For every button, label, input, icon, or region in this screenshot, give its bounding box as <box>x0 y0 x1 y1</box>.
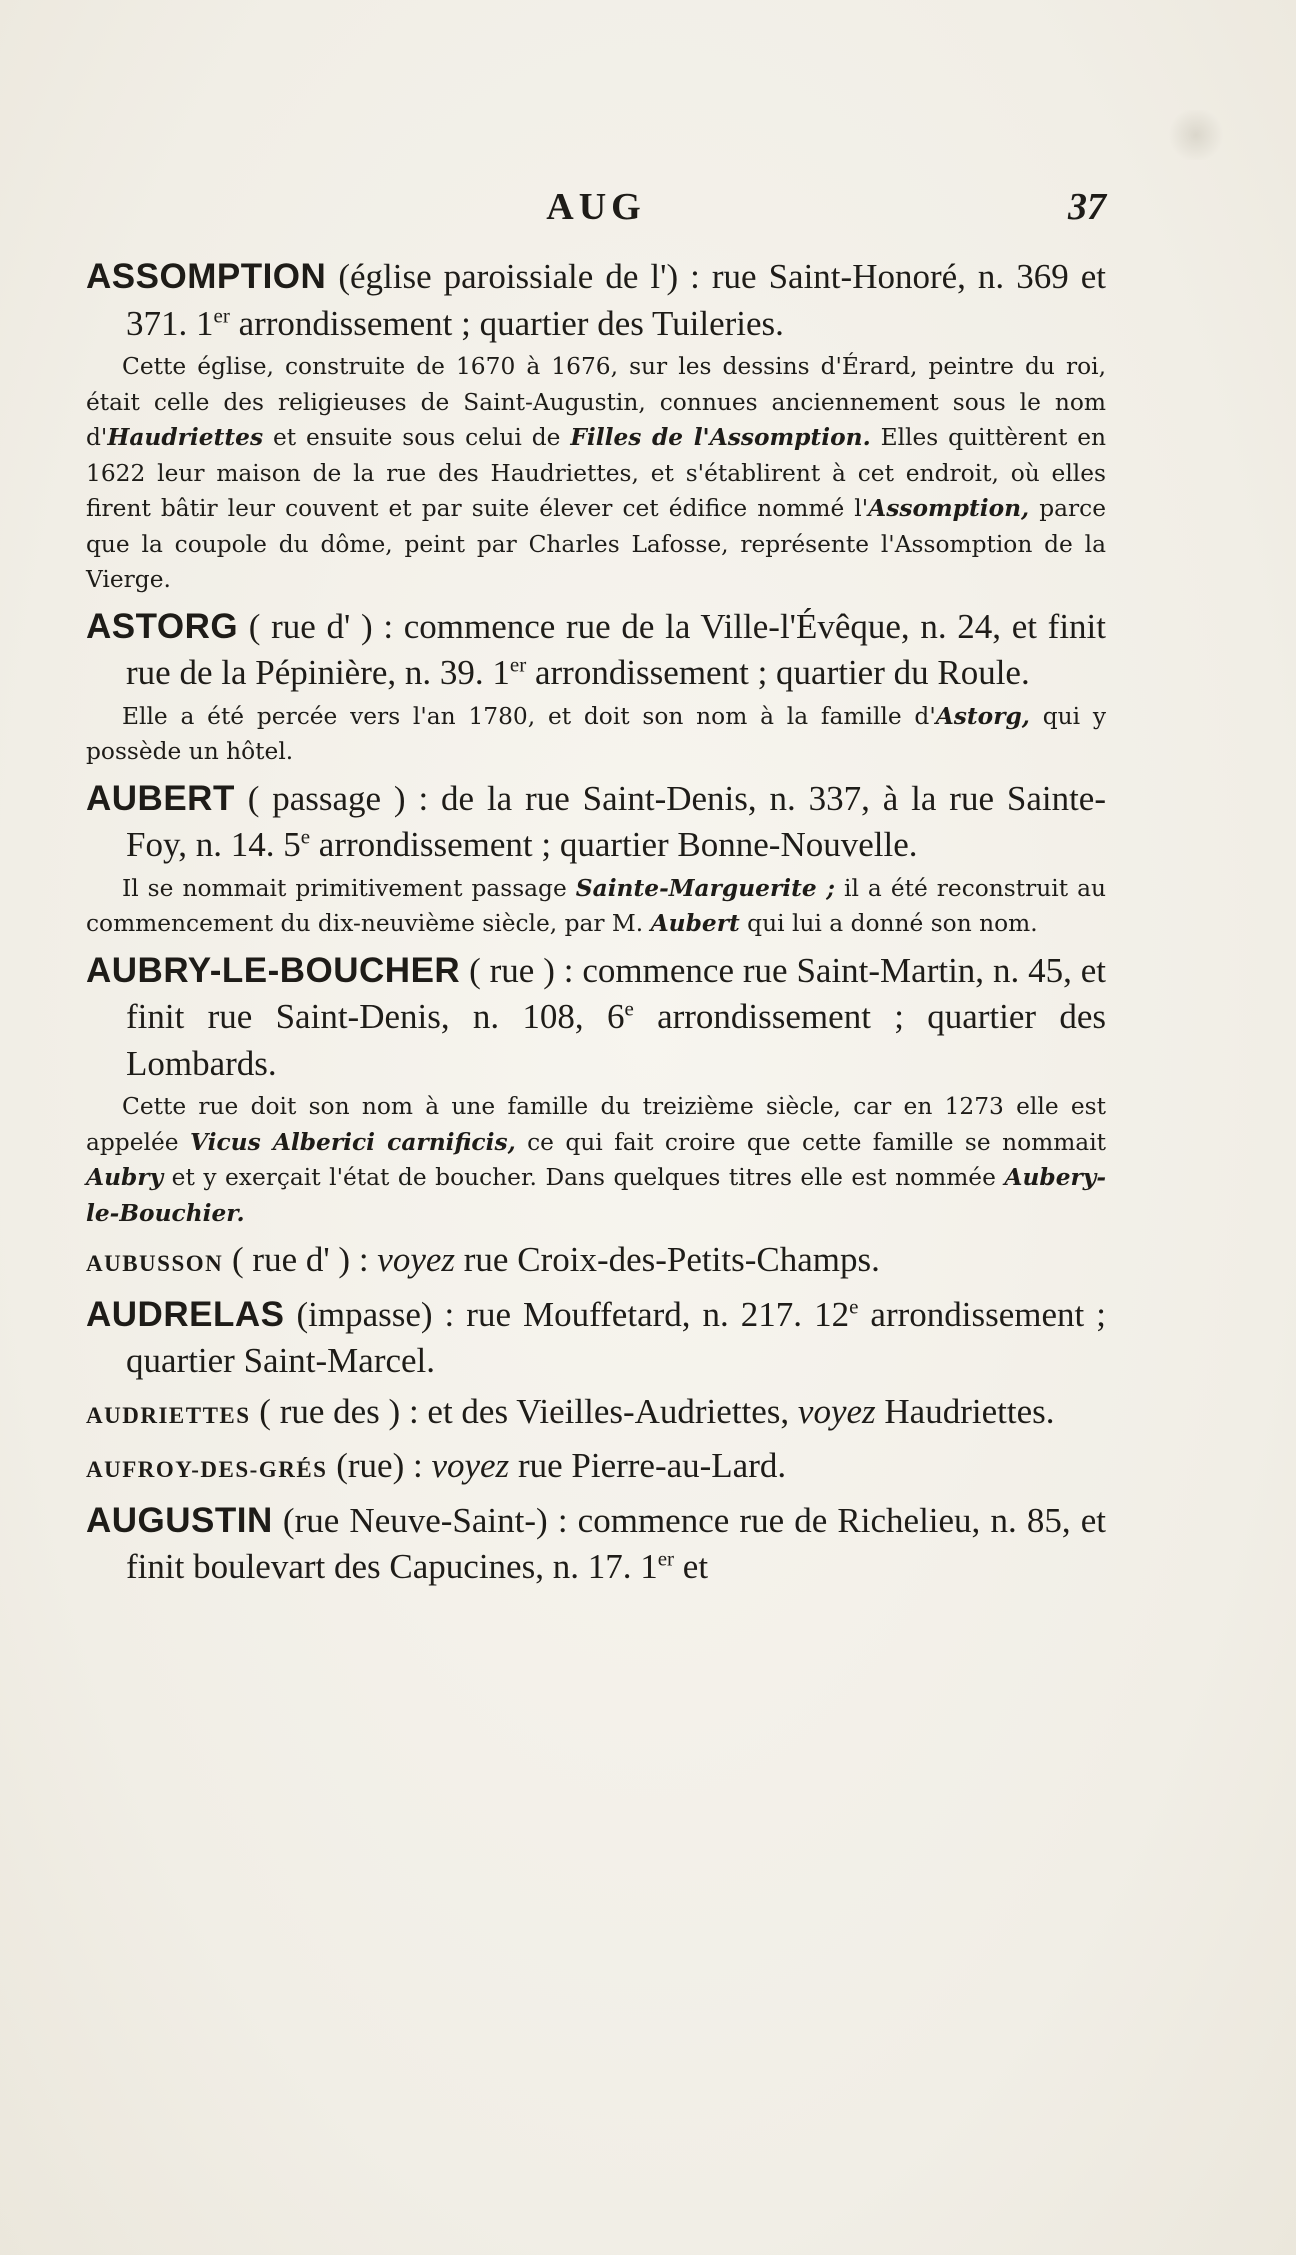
entry-italic: voyez <box>431 1446 510 1485</box>
headword: AUBUSSON <box>86 1251 224 1276</box>
headword: AUFROY-DES-GRÉS <box>86 1457 328 1482</box>
headword: AUBRY-LE-BOUCHER <box>86 950 461 990</box>
headword: AUBERT <box>86 778 235 818</box>
headword: AUDRIETTES <box>86 1402 251 1428</box>
entry-main <box>86 1498 1106 1591</box>
entry-main <box>86 1237 1106 1288</box>
note-text: Elle a été percée vers l'an 1780, et doit son nom à la famille d' <box>122 702 936 730</box>
note-italic: Sainte-Marguerite ; <box>575 874 835 902</box>
entry-main <box>86 254 1106 347</box>
note-text: Cette rue doit son nom à une famille du treizième siècle, car en 1273 elle est appelée <box>86 1093 1106 1156</box>
entry-text-after: arrondissement ; quartier des Lombards. <box>126 997 1106 1083</box>
page-header <box>86 185 1106 241</box>
note-italic: Vicus Alberici carnificis, <box>189 1128 516 1156</box>
ordinal-sup: e <box>300 824 311 849</box>
entry-text: (rue) : <box>327 1446 432 1485</box>
note-italic: Assomption, <box>868 495 1030 522</box>
entry-text-after: rue Pierre-au-Lard. <box>509 1446 787 1485</box>
entry-aubert <box>86 776 1106 942</box>
note-text: ce qui fait croire que cette famille se nommait <box>515 1128 1107 1156</box>
entry-text: ( passage ) : de la rue Saint-Denis, n. 337, à la rue Sainte-Foy, n. 14. 5 <box>126 778 1106 864</box>
entry-text: ( rue d' ) : commence rue de la Ville-l'Évêque, n. 24, et finit rue de la Pépinière, n. 39. 1 <box>126 606 1106 692</box>
entry-audrelas <box>86 1292 1106 1385</box>
note-text: et ensuite sous celui de <box>263 424 571 451</box>
note-text: Il se nommait primitivement passage <box>122 874 576 902</box>
headword: ASSOMPTION <box>86 257 327 296</box>
entry-italic: voyez <box>797 1391 876 1431</box>
entry-text-after: et <box>674 1547 709 1586</box>
entry-text-after: arrondissement ; quartier des Tuileries. <box>229 303 784 343</box>
entry-note <box>86 349 1106 598</box>
entry-main <box>86 776 1106 869</box>
entry-text: ( rue des ) : et des Vieilles-Audriettes, <box>250 1391 798 1431</box>
ordinal-sup: er <box>657 1546 675 1571</box>
paper-speck <box>1166 110 1226 160</box>
ordinal-sup: er <box>509 652 527 677</box>
ordinal-sup: er <box>213 302 230 327</box>
entry-text: (impasse) : rue Mouffetard, n. 217. 12 <box>284 1294 850 1334</box>
note-italic: Aubery-le-Bouchier. <box>86 1164 1106 1227</box>
entry-text: ( rue ) : commence rue Saint-Martin, n. 45, et finit rue Saint-Denis, n. 108, 6 <box>126 950 1106 1036</box>
entry-text-after: Haudriettes. <box>875 1391 1055 1431</box>
note-italic: Astorg, <box>935 702 1030 730</box>
note-text: parce que la coupole du dôme, peint par Charles Lafosse, représente l'Assomption de la Vierge. <box>86 495 1106 593</box>
entry-text: (église paroissiale de l') : rue Saint-Honoré, n. 369 et 371. 1 <box>126 257 1106 343</box>
note-italic: Aubry <box>86 1164 164 1191</box>
headword: AUDRELAS <box>86 1294 285 1334</box>
page-number: 37 <box>1068 186 1106 228</box>
entry-aubusson <box>86 1237 1106 1288</box>
entry-main <box>86 1292 1106 1385</box>
entry-text-after: arrondissement ; quartier Saint-Marcel. <box>126 1294 1106 1380</box>
entry-note <box>86 871 1106 942</box>
headword: AUGUSTIN <box>86 1500 273 1540</box>
entry-note <box>86 1089 1106 1231</box>
entry-note <box>86 699 1106 770</box>
note-text: Cette église, construite de 1670 à 1676, sur les dessins d'Érard, peintre du roi, était celle des religieuses de Saint-Augustin, connues anciennement sous le nom d' <box>86 353 1106 451</box>
running-head: AUG <box>546 186 646 228</box>
note-text: et y exerçait l'état de boucher. Dans quelques titres elle est nommée <box>163 1164 1005 1191</box>
note-italic: Filles de l'Assomption. <box>570 424 871 451</box>
entry-audriettes <box>86 1389 1106 1440</box>
page-content <box>86 254 1106 1595</box>
entry-text: (rue Neuve-Saint-) : commence rue de Richelieu, n. 85, et finit boulevart des Capucines, n. 17. 1 <box>126 1500 1106 1586</box>
entry-text-after: arrondissement ; quartier du Roule. <box>526 653 1030 692</box>
entry-main <box>86 604 1106 697</box>
entry-assomption <box>86 254 1106 598</box>
entry-text-after: rue Croix-des-Petits-Champs. <box>455 1240 880 1279</box>
ordinal-sup: e <box>849 1293 859 1318</box>
headword: ASTORG <box>86 606 239 646</box>
entry-aufroy-des-gres <box>86 1443 1106 1494</box>
entry-text-after: arrondissement ; quartier Bonne-Nouvelle. <box>310 825 918 864</box>
entry-main <box>86 948 1106 1088</box>
note-text: qui y possède un hôtel. <box>86 702 1107 765</box>
entry-main <box>86 1443 1106 1494</box>
note-italic: Aubert <box>650 910 740 937</box>
ordinal-sup: e <box>624 996 634 1021</box>
entry-astorg <box>86 604 1106 770</box>
note-italic: Haudriettes <box>107 424 264 451</box>
note-text: Elles quittèrent en 1622 leur maison de la rue des Haudriettes, et s'établirent à cet endroit, où elles firent bâtir leur couvent et par suite élever cet édifice nommé l' <box>86 424 1106 522</box>
note-text: il a été reconstruit au commencement du dix-neuvième siècle, par M. <box>86 874 1106 937</box>
note-text: qui lui a donné son nom. <box>739 910 1038 937</box>
entry-main <box>86 1389 1106 1440</box>
entry-augustin <box>86 1498 1106 1591</box>
entry-italic: voyez <box>377 1240 456 1279</box>
entry-aubry-le-boucher <box>86 948 1106 1232</box>
entry-text: ( rue d' ) : <box>223 1240 378 1279</box>
